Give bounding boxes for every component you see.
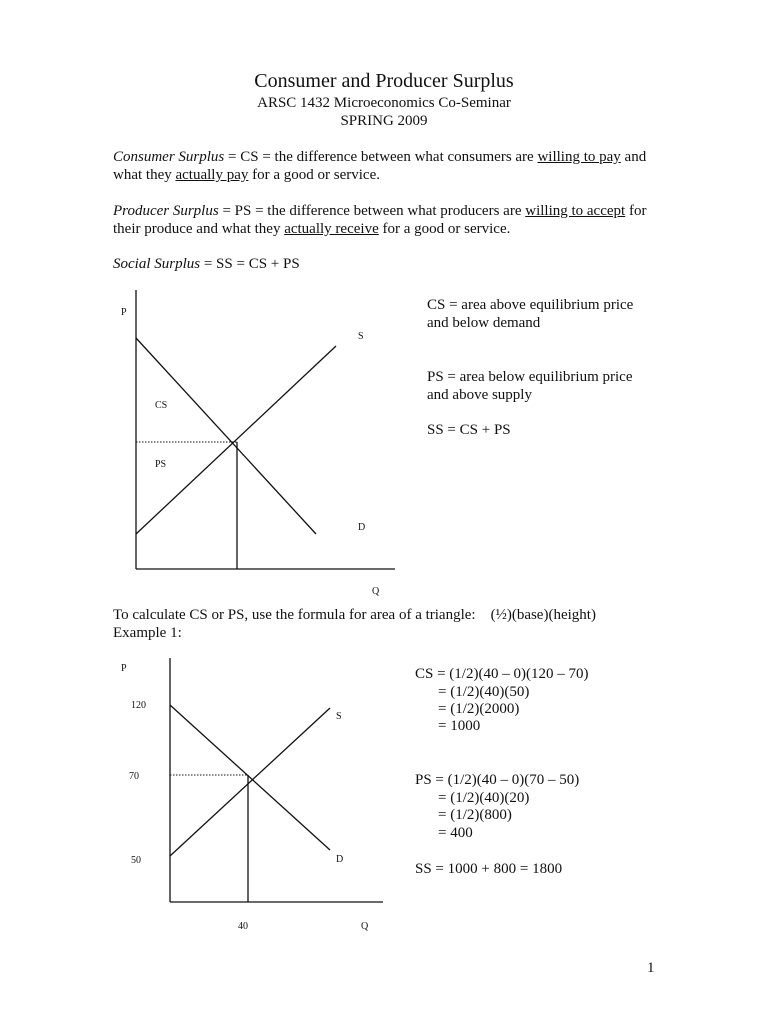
- ps-calc-line1: PS = (1/2)(40 – 0)(70 – 50): [415, 772, 580, 788]
- cs-calc-line1: CS = (1/2)(40 – 0)(120 – 70): [415, 666, 589, 682]
- demand-label: D: [358, 522, 366, 533]
- page-title: Consumer and Producer Surplus: [254, 70, 514, 92]
- price-tick-50: 50: [131, 855, 141, 866]
- cs-calc-line4: = 1000: [438, 718, 481, 734]
- quantity-tick-40: 40: [238, 921, 248, 932]
- ss-calc: SS = 1000 + 800 = 1800: [415, 861, 563, 877]
- ps-actually-receive: actually receive: [284, 221, 379, 237]
- ps-calc-line2: = (1/2)(40)(20): [438, 790, 530, 806]
- supply-curve-2: [170, 708, 330, 856]
- ps-calc-line4: = 400: [438, 825, 473, 841]
- ps-mid: for their produce and what they: [113, 203, 647, 237]
- cs-actually-pay: actually pay: [175, 167, 249, 183]
- ps-calc-line3: = (1/2)(800): [438, 807, 512, 823]
- triangle-formula: To calculate CS or PS, use the formula for area of a triangle: (½)(base)(height): [113, 607, 596, 623]
- p-axis-label: P: [121, 307, 127, 318]
- ss-eq: = SS = CS + PS: [200, 256, 300, 272]
- price-tick-70: 70: [129, 771, 139, 782]
- cs-calc-line3: = (1/2)(2000): [438, 701, 520, 717]
- cs-end: for a good or service.: [248, 167, 380, 183]
- supply-label-2: S: [336, 711, 342, 722]
- demand-curve: [136, 338, 316, 534]
- q-axis-label-2: Q: [361, 921, 369, 932]
- demand-curve-2: [170, 705, 330, 850]
- price-tick-120: 120: [131, 700, 146, 711]
- supply-label: S: [358, 331, 364, 342]
- cs-eq: = CS = the difference between what consumers are: [224, 149, 538, 165]
- q-axis-label: Q: [372, 586, 380, 597]
- ps-willing-to-accept: willing to accept: [525, 203, 626, 219]
- ps-note-line1: PS = area below equilibrium price: [427, 369, 633, 385]
- ps-region-label: PS: [155, 459, 167, 470]
- ps-eq: = PS = the difference between what producers are: [218, 203, 526, 219]
- cs-calc-line2: = (1/2)(40)(50): [438, 684, 530, 700]
- ss-term: Social Surplus: [113, 256, 201, 272]
- cs-note-line1: CS = area above equilibrium price: [427, 297, 634, 313]
- ss-note: SS = CS + PS: [427, 422, 511, 438]
- term: SPRING 2009: [340, 113, 428, 129]
- p-axis-label-2: P: [121, 663, 127, 674]
- example-heading: Example 1:: [113, 625, 182, 641]
- cs-region-label: CS: [155, 400, 168, 411]
- page-number: 1: [647, 960, 655, 976]
- cs-note-line2: and below demand: [427, 315, 541, 331]
- demand-label-2: D: [336, 854, 344, 865]
- course-name: ARSC 1432 Microeconomics Co-Seminar: [257, 95, 511, 111]
- cs-mid: and what they: [113, 149, 647, 183]
- cs-willing-to-pay: willing to pay: [537, 149, 621, 165]
- ps-note-line2: and above supply: [427, 387, 532, 403]
- ps-term: Producer Surplus: [113, 203, 219, 219]
- ps-end: for a good or service.: [378, 221, 511, 237]
- supply-curve: [136, 346, 336, 534]
- cs-term: Consumer Surplus: [113, 149, 225, 165]
